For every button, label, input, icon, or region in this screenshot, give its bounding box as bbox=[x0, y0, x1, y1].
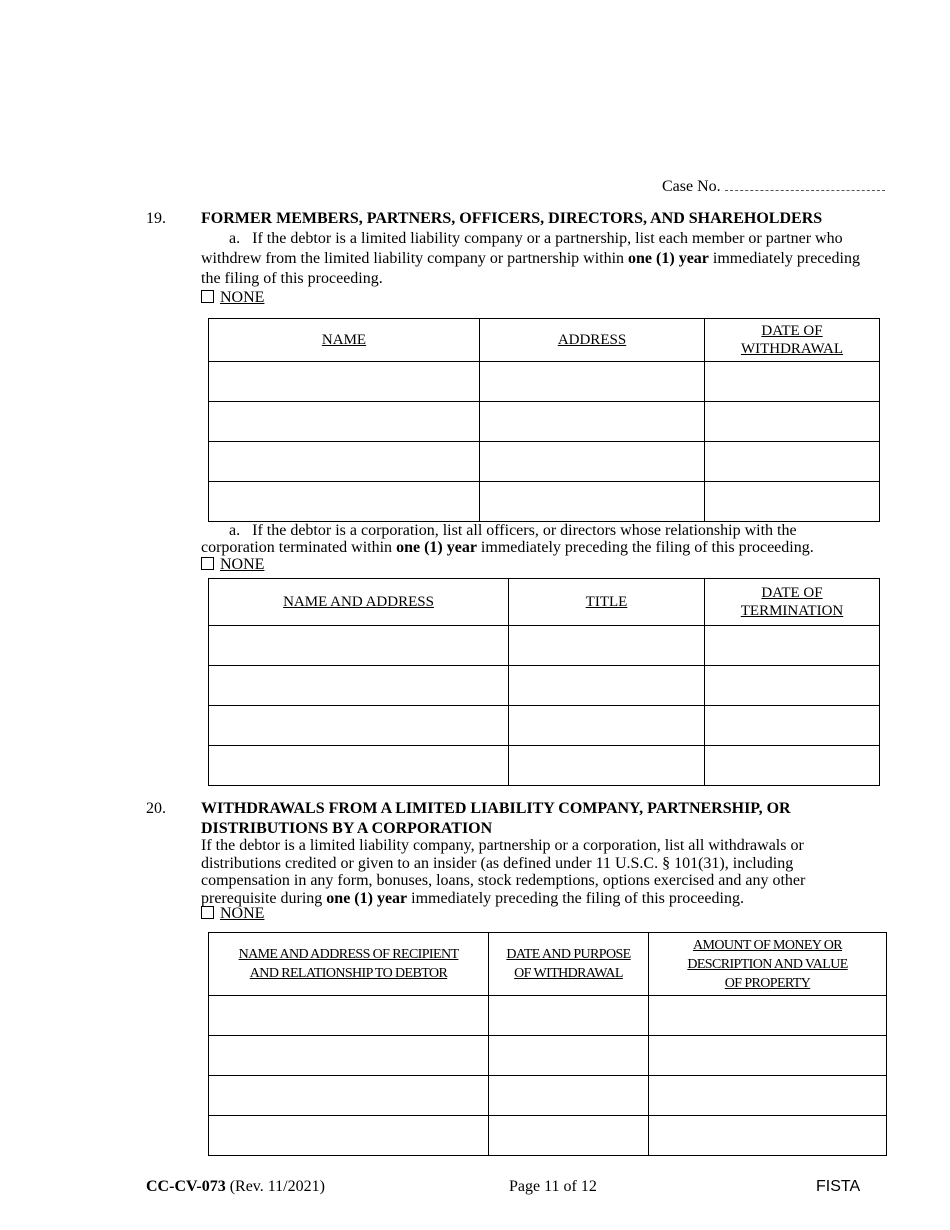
case-number bbox=[662, 177, 885, 196]
recipient-cell[interactable] bbox=[209, 1036, 489, 1076]
withdrawals-table bbox=[208, 932, 887, 1156]
section-19b-instructions bbox=[201, 521, 913, 557]
case-number-field[interactable] bbox=[725, 178, 885, 191]
none-checkbox[interactable] bbox=[201, 557, 214, 570]
section-20-instructions bbox=[201, 837, 913, 907]
section-19b-none-option[interactable] bbox=[201, 555, 264, 574]
section-19b-text-1: If the debtor is a corporation, list all officers, or directors whose relationship with the bbox=[252, 522, 797, 539]
form-revision: (Rev. 11/2021) bbox=[229, 1178, 325, 1195]
amount-cell[interactable] bbox=[649, 1116, 887, 1156]
address-cell[interactable] bbox=[480, 442, 705, 482]
amount-cell[interactable] bbox=[649, 1076, 887, 1116]
table-row bbox=[209, 482, 880, 522]
header-recipient: NAME AND ADDRESS OF RECIPIENT AND RELATIONSHIP TO DEBTOR bbox=[209, 933, 489, 996]
section-19a-text-1: If the debtor is a limited liability company or a partnership, list each member or partner who bbox=[252, 230, 843, 247]
page-number: Page 11 of 12 bbox=[509, 1178, 597, 1195]
section-20-title bbox=[201, 799, 791, 838]
address-cell[interactable] bbox=[480, 482, 705, 522]
section-19a-bold: one (1) year bbox=[628, 250, 709, 267]
date-purpose-cell[interactable] bbox=[489, 1116, 649, 1156]
section-20-number: 20. bbox=[146, 800, 166, 817]
section-19a-text-4: the filing of this proceeding. bbox=[201, 270, 383, 287]
section-19b-text-2: corporation terminated within bbox=[201, 539, 393, 556]
header-address: ADDRESS bbox=[480, 319, 705, 362]
name-address-cell[interactable] bbox=[209, 626, 509, 666]
section-20-bold: one (1) year bbox=[326, 889, 408, 907]
section-20-text-3: compensation in any form, bonuses, loans, stock redemptions, options exercised and any other bbox=[201, 872, 806, 889]
table-row bbox=[209, 1036, 887, 1076]
name-cell[interactable] bbox=[209, 442, 480, 482]
table-row bbox=[209, 1116, 887, 1156]
section-20-text-2: distributions credited or given to an insider (as defined under 11 U.S.C. § 101(31), including bbox=[201, 854, 794, 872]
section-19a-text-2: withdrew from the limited liability company or partnership within bbox=[201, 250, 625, 267]
name-cell[interactable] bbox=[209, 402, 480, 442]
name-address-cell[interactable] bbox=[209, 746, 509, 786]
section-19b-label: a. bbox=[229, 522, 241, 539]
header-name: NAME bbox=[209, 319, 480, 362]
section-20-none-option[interactable] bbox=[201, 904, 264, 923]
date-cell[interactable] bbox=[705, 362, 880, 402]
header-date-of-withdrawal: DATE OF WITHDRAWAL bbox=[705, 319, 880, 362]
table-row bbox=[209, 706, 880, 746]
recipient-cell[interactable] bbox=[209, 996, 489, 1036]
section-19-title: FORMER MEMBERS, PARTNERS, OFFICERS, DIRECTORS, AND SHAREHOLDERS bbox=[201, 210, 823, 227]
table-row bbox=[209, 402, 880, 442]
section-19a-text-3: immediately preceding bbox=[712, 250, 860, 267]
section-19b-text-3: immediately preceding the filing of this proceeding. bbox=[480, 539, 814, 556]
header-name-and-address: NAME AND ADDRESS bbox=[209, 579, 509, 626]
section-19a-instructions bbox=[201, 229, 913, 288]
section-20-text-4b: immediately preceding the filing of this proceeding. bbox=[411, 889, 744, 907]
header-title: TITLE bbox=[509, 579, 705, 626]
title-cell[interactable] bbox=[509, 706, 705, 746]
date-purpose-cell[interactable] bbox=[489, 996, 649, 1036]
header-amount-description: AMOUNT OF MONEY OR DESCRIPTION AND VALUE OF PROPERTY bbox=[649, 933, 887, 996]
title-cell[interactable] bbox=[509, 626, 705, 666]
section-19a-label: a. bbox=[229, 230, 241, 247]
former-members-table bbox=[208, 318, 880, 522]
date-cell[interactable] bbox=[705, 746, 880, 786]
none-label: NONE bbox=[220, 289, 265, 306]
recipient-cell[interactable] bbox=[209, 1076, 489, 1116]
date-cell[interactable] bbox=[705, 626, 880, 666]
header-date-purpose: DATE AND PURPOSE OF WITHDRAWAL bbox=[489, 933, 649, 996]
date-purpose-cell[interactable] bbox=[489, 1076, 649, 1116]
address-cell[interactable] bbox=[480, 402, 705, 442]
section-20-title-line-1: WITHDRAWALS FROM A LIMITED LIABILITY COMPANY, PARTNERSHIP, OR bbox=[201, 800, 791, 817]
table-row bbox=[209, 362, 880, 402]
title-cell[interactable] bbox=[509, 666, 705, 706]
date-purpose-cell[interactable] bbox=[489, 1036, 649, 1076]
table-row bbox=[209, 626, 880, 666]
none-checkbox[interactable] bbox=[201, 906, 214, 919]
section-20-text-4a: prerequisite during bbox=[201, 889, 323, 907]
amount-cell[interactable] bbox=[649, 1036, 887, 1076]
form-tag: FISTA bbox=[816, 1178, 861, 1195]
name-address-cell[interactable] bbox=[209, 706, 509, 746]
section-19a-none-option[interactable] bbox=[201, 288, 264, 307]
table-row bbox=[209, 1076, 887, 1116]
section-20-text-1: If the debtor is a limited liability company, partnership or a corporation, list all withdrawals or bbox=[201, 837, 804, 854]
table-row bbox=[209, 746, 880, 786]
section-19-number: 19. bbox=[146, 210, 166, 227]
form-id bbox=[146, 1177, 325, 1196]
date-cell[interactable] bbox=[705, 482, 880, 522]
section-20-title-line-2: DISTRIBUTIONS BY A CORPORATION bbox=[201, 820, 493, 837]
none-checkbox[interactable] bbox=[201, 290, 214, 303]
table-row bbox=[209, 666, 880, 706]
table-row bbox=[209, 996, 887, 1036]
header-date-of-termination: DATE OF TERMINATION bbox=[705, 579, 880, 626]
date-cell[interactable] bbox=[705, 706, 880, 746]
form-id-code: CC-CV-073 bbox=[146, 1178, 226, 1195]
none-label: NONE bbox=[220, 556, 265, 573]
date-cell[interactable] bbox=[705, 402, 880, 442]
case-number-label: Case No. bbox=[662, 178, 721, 195]
officers-directors-table bbox=[208, 578, 880, 786]
name-cell[interactable] bbox=[209, 482, 480, 522]
recipient-cell[interactable] bbox=[209, 1116, 489, 1156]
address-cell[interactable] bbox=[480, 362, 705, 402]
name-cell[interactable] bbox=[209, 362, 480, 402]
name-address-cell[interactable] bbox=[209, 666, 509, 706]
date-cell[interactable] bbox=[705, 442, 880, 482]
title-cell[interactable] bbox=[509, 746, 705, 786]
date-cell[interactable] bbox=[705, 666, 880, 706]
section-19b-bold: one (1) year bbox=[396, 539, 477, 556]
none-label: NONE bbox=[220, 905, 265, 922]
amount-cell[interactable] bbox=[649, 996, 887, 1036]
table-row bbox=[209, 442, 880, 482]
